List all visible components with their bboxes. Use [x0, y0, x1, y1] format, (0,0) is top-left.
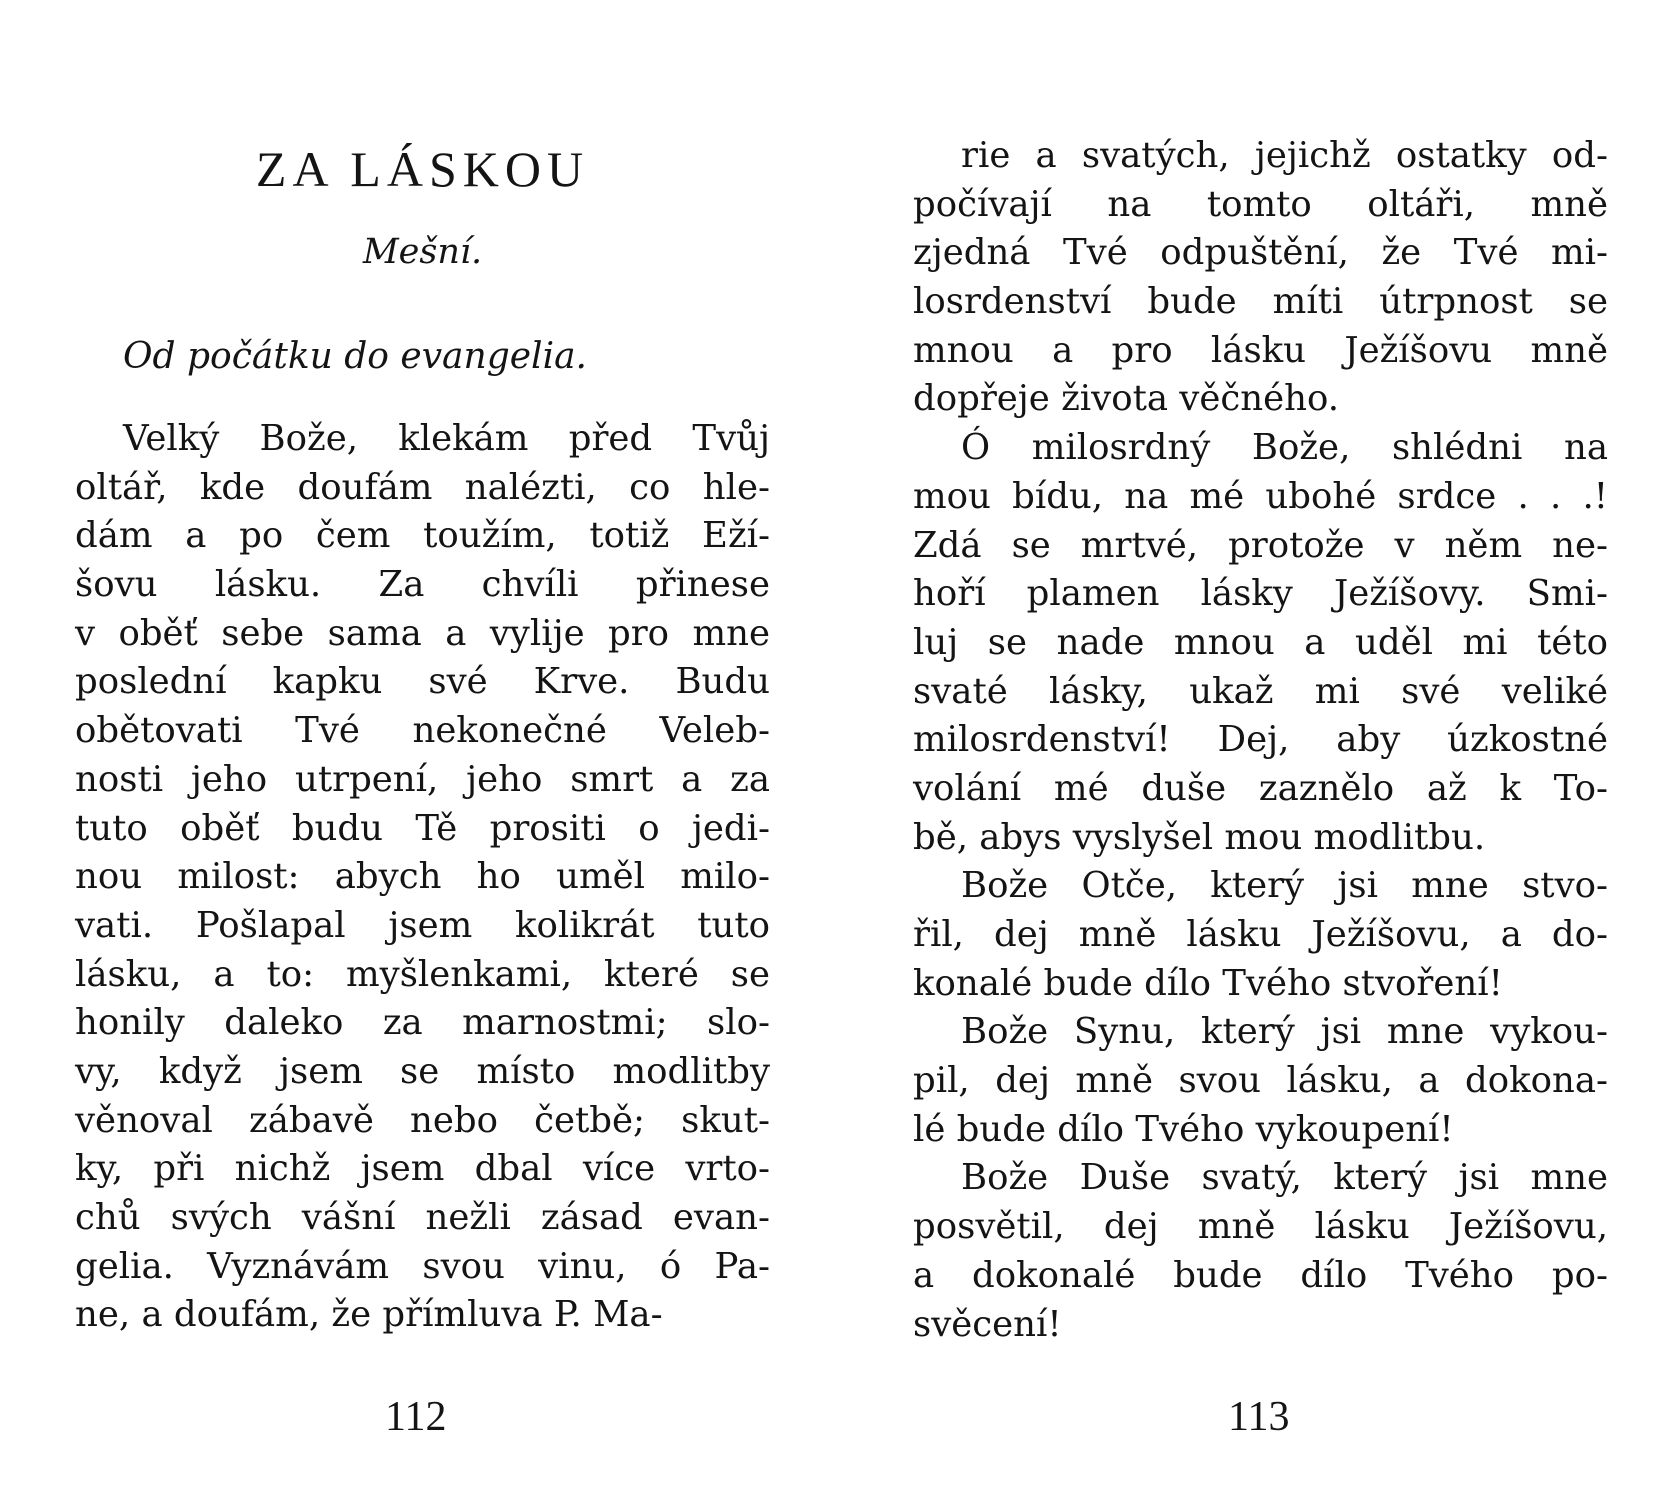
text-line: chů svých vášní nežli zásad evan- — [75, 1197, 770, 1238]
page-number: 113 — [1228, 1394, 1290, 1440]
text-line: nou milost: abych ho uměl milo- — [75, 856, 770, 898]
text-line: Bože Duše svatý, který jsi mne — [961, 1157, 1608, 1199]
section-heading: Od počátku do evangelia. — [123, 336, 587, 377]
page-number: 112 — [385, 1394, 447, 1440]
chapter-title: ZA LÁSKOU — [255, 141, 590, 197]
text-line: šovu lásku. Za chvíli přinese — [75, 564, 770, 606]
text-line: losrdenství bude míti útrpnost se — [913, 281, 1608, 323]
text-line: Velký Bože, klekám před Tvůj — [123, 418, 770, 459]
text-line: dopřeje života věčného. — [913, 378, 1340, 420]
text-line: Zdá se mrtvé, protože v něm ne- — [913, 524, 1608, 566]
text-line: řil, dej mně lásku Ježíšovu, a do- — [913, 914, 1608, 955]
text-line: svaté lásky, ukaž mi své veliké — [913, 670, 1608, 712]
text-line: lé bude dílo Tvého vykoupení! — [913, 1108, 1454, 1150]
left-page — [75, 0, 770, 1500]
text-line: věnoval zábavě nebo četbě; skut- — [75, 1099, 770, 1141]
text-line: nosti jeho utrpení, jeho smrt a za — [75, 758, 770, 800]
text-line: ky, při nichž jsem dbal více vrto- — [75, 1148, 770, 1190]
text-line: honily daleko za marnostmi; slo- — [75, 1002, 770, 1044]
text-line: oltář, kde doufám nalézti, co hle- — [75, 466, 770, 508]
text-line: volání mé duše zaznělo až k To- — [913, 767, 1608, 809]
text-line: luj se nade mnou a uděl mi této — [913, 621, 1608, 663]
text-line: tuto oběť budu Tě prositi o jedi- — [75, 807, 770, 849]
text-line: vy, když jsem se místo modlitby — [75, 1050, 770, 1092]
text-line: Ó milosrdný Bože, shlédni na — [961, 427, 1608, 469]
text-line: svěcení! — [913, 1303, 1062, 1345]
text-line: v oběť sebe sama a vylije pro mne — [75, 612, 770, 654]
text-line: mnou a pro lásku Ježíšovu mně — [913, 329, 1608, 371]
text-line: milosrdenství! Dej, aby úzkostné — [913, 719, 1608, 761]
text-line: rie a svatých, jejichž ostatky od- — [961, 135, 1608, 176]
right-page-text — [913, 132, 1608, 1349]
text-line: hoří plamen lásky Ježíšovy. Smi- — [913, 573, 1608, 615]
text-line: lásku, a to: myšlenkami, které se — [75, 953, 770, 995]
text-line: Bože Synu, který jsi mne vykou- — [961, 1011, 1608, 1053]
text-line: ne, a doufám, že přímluva P. Ma- — [75, 1294, 663, 1336]
text-line: gelia. Vyznávám svou vinu, ó Pa- — [75, 1245, 770, 1287]
text-line: a dokonalé bude dílo Tvého po- — [913, 1254, 1608, 1296]
text-line: konalé bude dílo Tvého stvoření! — [913, 962, 1503, 1004]
chapter-subtitle: Mešní. — [362, 232, 483, 272]
left-page-text — [75, 415, 770, 1340]
right-page — [913, 0, 1608, 1500]
text-line: pil, dej mně svou lásku, a dokona- — [913, 1060, 1608, 1102]
text-line: počívají na tomto oltáři, mně — [913, 183, 1608, 225]
text-line: obětovati Tvé nekonečné Veleb- — [75, 710, 770, 752]
text-line: poslední kapku své Krve. Budu — [75, 661, 770, 703]
text-line: bě, abys vyslyšel mou modlitbu. — [913, 816, 1486, 858]
text-line: posvětil, dej mně lásku Ježíšovu, — [913, 1206, 1608, 1248]
text-line: zjedná Tvé odpuštění, že Tvé mi- — [913, 232, 1608, 274]
text-line: mou bídu, na mé ubohé srdce . . .! — [913, 475, 1608, 517]
text-line: Bože Otče, který jsi mne stvo- — [961, 865, 1608, 907]
text-line: dám a po čem toužím, totiž Eží- — [75, 515, 770, 557]
text-line: vati. Pošlapal jsem kolikrát tuto — [75, 904, 770, 946]
